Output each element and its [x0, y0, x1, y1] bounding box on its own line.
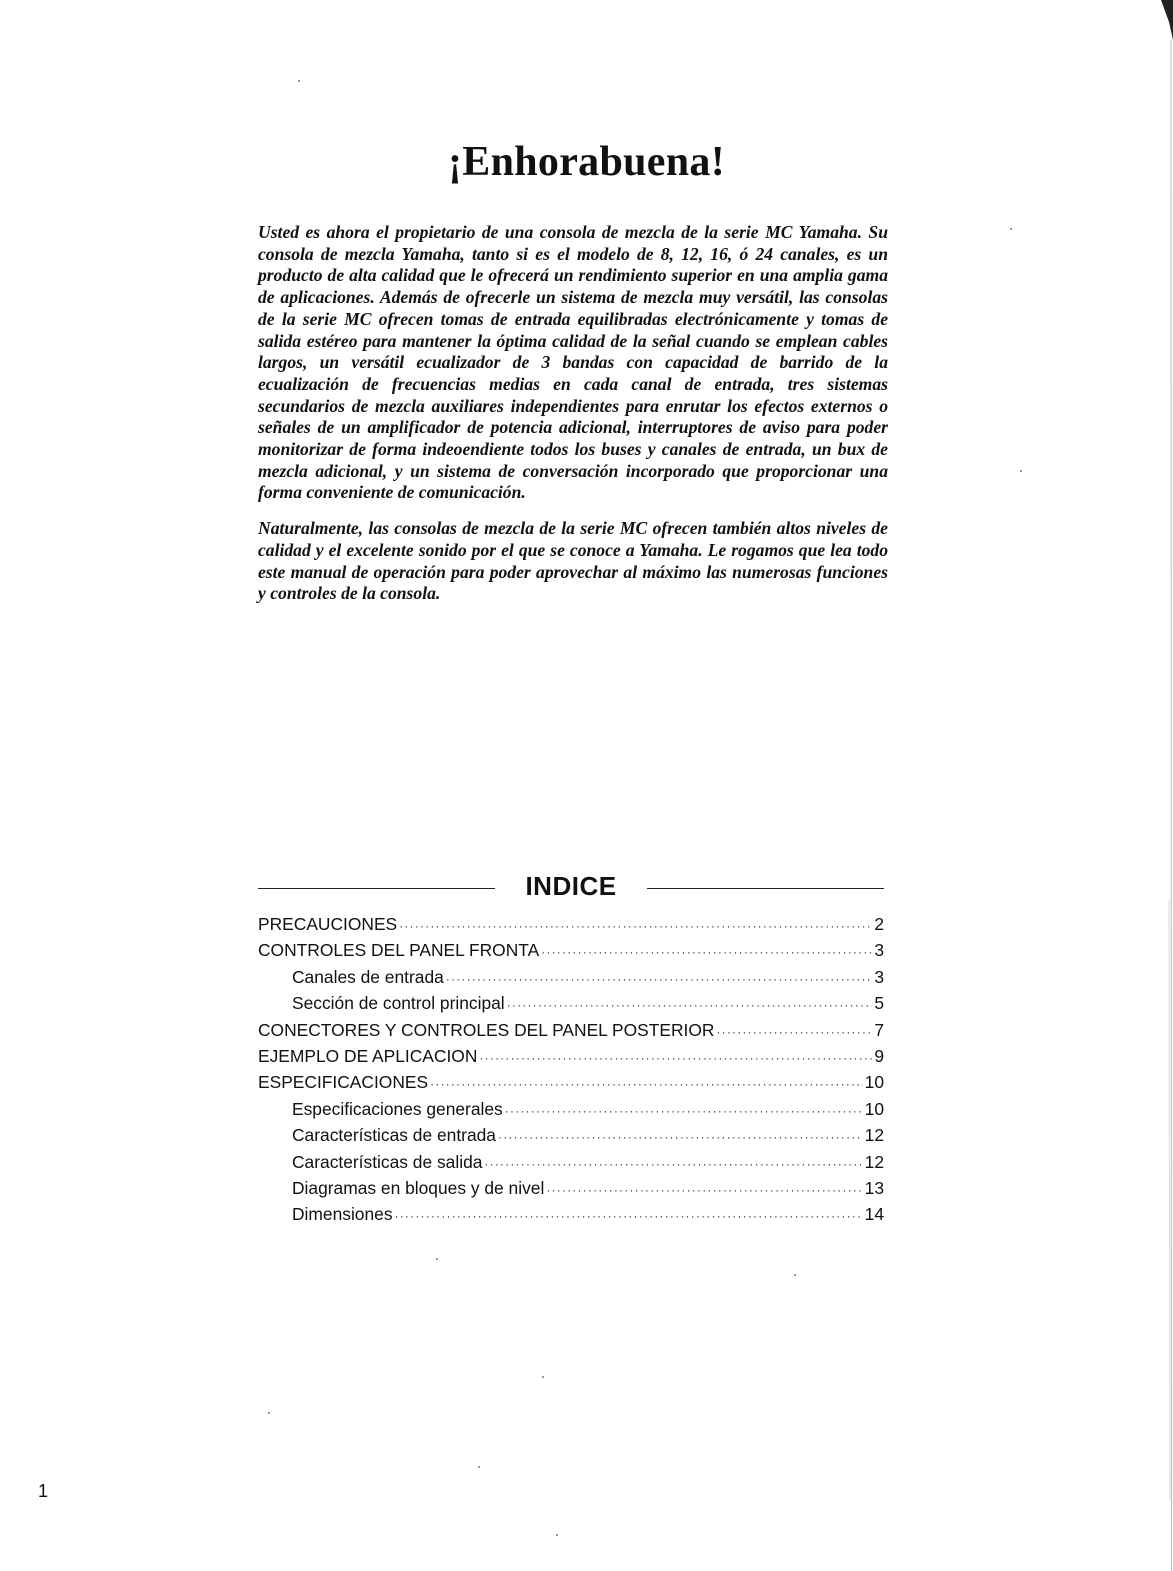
toc-entry[interactable] — [258, 1069, 884, 1095]
toc-entry-page: 13 — [864, 1177, 884, 1198]
toc-entry[interactable] — [258, 937, 884, 963]
toc-heading — [258, 866, 884, 906]
toc-entry[interactable] — [258, 990, 884, 1016]
toc-entry[interactable] — [258, 1175, 884, 1201]
toc-entry-page: 7 — [874, 1019, 884, 1040]
toc-entry-label: Especificaciones generales — [292, 1098, 503, 1119]
toc-entry-label: CONTROLES DEL PANEL FRONTA — [258, 940, 540, 961]
toc-entry-page: 3 — [874, 966, 884, 987]
intro-text — [258, 222, 888, 619]
toc-leader-dots — [498, 1124, 863, 1150]
toc-entry-page: 12 — [864, 1151, 884, 1172]
toc-leader-dots — [484, 1151, 862, 1177]
toc-entry-label: Dimensiones — [292, 1204, 393, 1225]
intro-paragraph: Usted es ahora el propietario de una consola de mezcla de la serie MC Yamaha. Su consola de mezcla Yamaha, tanto si es el modelo de 8, 12, 16, ó 24 canales, es un producto de alta calidad que le ofrecerá un rendimiento superior en una amplia gama de aplicaciones. Además de ofrecerle un sistema de mezcla muy versátil, las consolas de la serie MC ofrecen tomas de entrada equilibradas electrónicamente y tomas de salida estéreo para mantener la óptima calidad de la señal cuando se emplean cables largos, un versátil ecualizador de 3 bandas con capacidad de barrido de la ecualización de frecuencias medias en cada canal de entrada, tres sistemas secundarios de mezcla auxiliares independientes para enrutar los efectos externos o señales de un amplificador de potencia adicional, interruptores de aviso para poder monitorizar de forma indeoendiente todos los buses y canales de entrada, un bux de mezcla adicional, y un sistema de conversación incorporado que proporcionar una forma conveniente de comunicación. — [258, 222, 888, 503]
toc-leader-dots — [395, 1203, 863, 1229]
intro-paragraph: Naturalmente, las consolas de mezcla de la serie MC ofrecen también altos niveles de calidad y el excelente sonido por el que se conoce a Yamaha. Le rogamos que lea todo este manual de operación para poder aprovechar al máximo las numerosas funciones y controles de la consola. — [258, 518, 888, 604]
toc-entry[interactable] — [258, 1096, 884, 1122]
toc-entry-label: ESPECIFICACIONES — [258, 1072, 429, 1093]
toc-entry-label: Sección de control principal — [292, 993, 505, 1014]
scan-speck — [542, 1376, 544, 1378]
toc-rule — [647, 888, 884, 889]
toc-heading-label: INDICE — [525, 870, 617, 901]
toc-entry-label: CONECTORES Y CONTROLES DEL PANEL POSTERIOR — [258, 1019, 715, 1040]
toc-entry-page: 9 — [874, 1045, 884, 1066]
scan-speck — [268, 1412, 270, 1414]
toc-entry[interactable] — [258, 1122, 884, 1148]
toc-leader-dots — [546, 1177, 862, 1203]
toc-leader-dots — [446, 966, 873, 992]
toc-leader-dots — [399, 913, 872, 939]
toc-entry-label: Diagramas en bloques y de nivel — [292, 1177, 545, 1198]
toc-entry-page: 14 — [864, 1204, 884, 1225]
toc-entry-page: 3 — [874, 940, 884, 961]
toc-entry-label: Características de entrada — [292, 1125, 496, 1146]
scan-speck — [1010, 228, 1012, 230]
scan-speck — [436, 1258, 438, 1260]
toc-entry[interactable] — [258, 1043, 884, 1069]
toc-entry[interactable] — [258, 964, 884, 990]
toc-entry-label: PRECAUCIONES — [258, 914, 398, 934]
scan-speck — [556, 1534, 558, 1536]
toc-entry-page: 10 — [864, 1072, 884, 1093]
toc-entry[interactable] — [258, 1201, 884, 1227]
toc-entry-page: 12 — [864, 1125, 884, 1146]
toc-entry-label: Canales de entrada — [292, 966, 444, 987]
scan-speck — [298, 80, 300, 82]
toc-leader-dots — [716, 1019, 872, 1045]
toc-entry-label: Características de salida — [292, 1151, 483, 1172]
scan-speck — [794, 1274, 796, 1276]
toc-entry-page: 5 — [874, 993, 884, 1014]
toc-leader-dots — [505, 1098, 863, 1124]
toc-list — [258, 911, 884, 1228]
toc-leader-dots — [541, 939, 872, 965]
toc-leader-dots — [507, 992, 873, 1018]
page-title: ¡Enhorabuena! — [448, 139, 725, 185]
toc-entry-page: 10 — [864, 1098, 884, 1119]
toc-entry-page: 2 — [874, 914, 884, 934]
table-of-contents — [258, 866, 884, 1228]
toc-rule — [258, 888, 495, 889]
toc-leader-dots — [430, 1071, 863, 1097]
toc-leader-dots — [479, 1045, 872, 1071]
scan-speck — [1020, 470, 1022, 472]
toc-entry[interactable] — [258, 1017, 884, 1043]
scan-binding-edge — [1159, 0, 1173, 1571]
toc-entry[interactable] — [258, 911, 884, 937]
scan-speck — [478, 1466, 480, 1468]
toc-entry-label: EJEMPLO DE APLICACION — [258, 1045, 478, 1066]
toc-entry[interactable] — [258, 1149, 884, 1175]
page-number: 1 — [38, 1481, 49, 1501]
